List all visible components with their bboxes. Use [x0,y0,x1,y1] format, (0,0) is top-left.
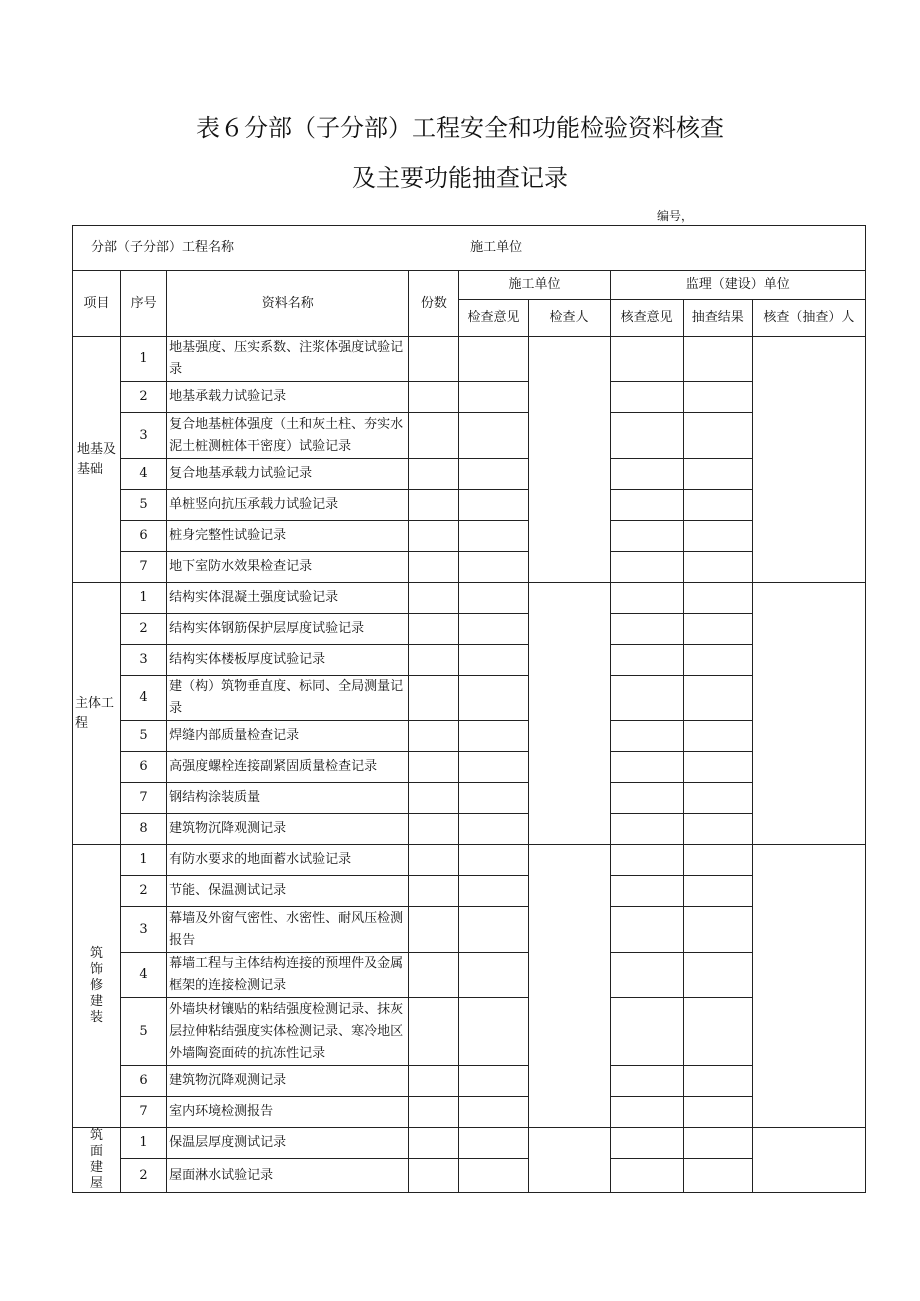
item-name: 建（构）筑物垂直度、标同、全局测量记录 [167,676,409,721]
verify-opinion-cell[interactable] [610,1159,683,1193]
item-name: 幕墙及外窗气密性、水密性、耐风压检测报告 [167,907,409,953]
spot-result-cell[interactable] [683,583,752,614]
spot-result-cell[interactable] [683,752,752,783]
item-seq: 5 [121,998,167,1066]
spot-result-cell[interactable] [683,1159,752,1193]
copies-cell[interactable] [409,382,459,413]
item-name: 屋面淋水试验记录 [167,1159,409,1193]
table-row [73,676,866,721]
spot-result-cell[interactable] [683,876,752,907]
header-seq: 序号 [121,271,167,337]
spot-result-cell[interactable] [683,783,752,814]
spot-result-cell[interactable] [683,413,752,459]
item-seq: 5 [121,490,167,521]
info-row [73,226,866,271]
item-seq: 7 [121,783,167,814]
verify-opinion-cell[interactable] [610,876,683,907]
verifier-cell[interactable] [752,845,865,1128]
copies-cell[interactable] [409,413,459,459]
table-row [73,521,866,552]
spot-result-cell[interactable] [683,1097,752,1128]
item-seq: 8 [121,814,167,845]
spot-result-cell[interactable] [683,721,752,752]
contractor-label: 施工单位 [470,240,523,255]
copies-cell[interactable] [409,953,459,998]
copies-cell[interactable] [409,721,459,752]
check-opinion-cell[interactable] [459,337,528,382]
item-name: 复合地基桩体强度（土和灰土柱、夯实水泥土桩测桩体干密度）试验记录 [167,413,409,459]
table-row [73,413,866,459]
item-name: 地下室防水效果检查记录 [167,552,409,583]
page-subtitle: 及主要功能抽查记录 [352,164,568,192]
section-name: 地基及基础 [73,337,121,583]
copies-cell[interactable] [409,783,459,814]
copies-cell[interactable] [409,459,459,490]
copies-cell[interactable] [409,1128,459,1159]
item-seq: 2 [121,382,167,413]
spot-result-cell[interactable] [683,645,752,676]
spot-result-cell[interactable] [683,614,752,645]
check-opinion-cell[interactable] [459,1159,528,1193]
project-name-label: 分部（子分部）工程名称 [91,240,235,255]
verify-opinion-cell[interactable] [610,521,683,552]
item-name: 高强度螺栓连接副紧固质量检查记录 [167,752,409,783]
table-row [73,1097,866,1128]
verifier-cell[interactable] [752,1128,865,1193]
item-name: 建筑物沉降观测记录 [167,1066,409,1097]
verify-opinion-cell[interactable] [610,490,683,521]
item-seq: 3 [121,907,167,953]
copies-cell[interactable] [409,676,459,721]
header-copies: 份数 [409,271,459,337]
item-name: 钢结构涂装质量 [167,783,409,814]
check-opinion-cell[interactable] [459,521,528,552]
item-name: 结构实体楼板厚度试验记录 [167,645,409,676]
copies-cell[interactable] [409,1066,459,1097]
item-name: 幕墙工程与主体结构连接的预埋件及金属框架的连接检测记录 [167,953,409,998]
item-name: 单桩竖向抗压承载力试验记录 [167,490,409,521]
item-name: 室内环境检测报告 [167,1097,409,1128]
verification-table [72,225,866,1193]
check-opinion-cell[interactable] [459,614,528,645]
header-doc-name: 资料名称 [167,271,409,337]
check-opinion-cell[interactable] [459,676,528,721]
table-row [73,953,866,998]
item-seq: 2 [121,1159,167,1193]
item-name: 节能、保温测试记录 [167,876,409,907]
verify-opinion-cell[interactable] [610,459,683,490]
check-opinion-cell[interactable] [459,1097,528,1128]
item-name: 建筑物沉降观测记录 [167,814,409,845]
check-opinion-cell[interactable] [459,645,528,676]
copies-cell[interactable] [409,337,459,382]
check-opinion-cell[interactable] [459,845,528,876]
table-row [73,783,866,814]
verify-opinion-cell[interactable] [610,783,683,814]
check-opinion-cell[interactable] [459,382,528,413]
item-seq: 2 [121,876,167,907]
item-name: 焊缝内部质量检查记录 [167,721,409,752]
spot-result-cell[interactable] [683,337,752,382]
table-row [73,907,866,953]
section-name: 筑饰修建装 [73,845,121,1128]
page-title: 表６分部（子分部）工程安全和功能检验资料核查 [196,114,724,142]
check-opinion-cell[interactable] [459,1128,528,1159]
item-seq: 6 [121,521,167,552]
table-row [73,382,866,413]
table-row [73,490,866,521]
copies-cell[interactable] [409,521,459,552]
item-seq: 5 [121,721,167,752]
spot-result-cell[interactable] [683,382,752,413]
check-opinion-cell[interactable] [459,876,528,907]
item-seq: 1 [121,337,167,382]
header-verifier: 核查（抽查）人 [752,300,865,337]
header-check-opinion: 检查意见 [459,300,528,337]
item-seq: 7 [121,1097,167,1128]
check-opinion-cell[interactable] [459,953,528,998]
item-name: 保温层厚度测试记录 [167,1128,409,1159]
table-row [73,752,866,783]
checker-cell[interactable] [528,583,610,845]
item-seq: 1 [121,583,167,614]
item-seq: 4 [121,676,167,721]
spot-result-cell[interactable] [683,1128,752,1159]
header-category: 项目 [73,271,121,337]
spot-result-cell[interactable] [683,676,752,721]
header-contractor: 施工单位 [459,271,610,300]
item-name: 地基强度、压实系数、注浆体强度试验记录 [167,337,409,382]
verify-opinion-cell[interactable] [610,814,683,845]
verify-opinion-cell[interactable] [610,552,683,583]
header-checker: 检查人 [528,300,610,337]
verify-opinion-cell[interactable] [610,721,683,752]
verify-opinion-cell[interactable] [610,1066,683,1097]
section-name: 筑面建屋 [73,1128,121,1193]
item-name: 结构实体混凝土强度试验记录 [167,583,409,614]
item-name: 地基承载力试验记录 [167,382,409,413]
item-name: 复合地基承载力试验记录 [167,459,409,490]
verify-opinion-cell[interactable] [610,1128,683,1159]
copies-cell[interactable] [409,998,459,1066]
table-row [73,552,866,583]
table-row [73,583,866,614]
check-opinion-cell[interactable] [459,907,528,953]
spot-result-cell[interactable] [683,521,752,552]
copies-cell[interactable] [409,645,459,676]
table-row [73,459,866,490]
item-seq: 6 [121,1066,167,1097]
spot-result-cell[interactable] [683,1066,752,1097]
check-opinion-cell[interactable] [459,783,528,814]
check-opinion-cell[interactable] [459,1066,528,1097]
header-spot-result: 抽查结果 [683,300,752,337]
spot-result-cell[interactable] [683,845,752,876]
item-seq: 3 [121,645,167,676]
item-seq: 7 [121,552,167,583]
table-row [73,845,866,876]
check-opinion-cell[interactable] [459,814,528,845]
spot-result-cell[interactable] [683,459,752,490]
table-row [73,614,866,645]
verify-opinion-cell[interactable] [610,413,683,459]
verify-opinion-cell[interactable] [610,752,683,783]
verify-opinion-cell[interactable] [610,382,683,413]
check-opinion-cell[interactable] [459,583,528,614]
check-opinion-cell[interactable] [459,752,528,783]
copies-cell[interactable] [409,1159,459,1193]
check-opinion-cell[interactable] [459,490,528,521]
verify-opinion-cell[interactable] [610,337,683,382]
copies-cell[interactable] [409,552,459,583]
copies-cell[interactable] [409,876,459,907]
verify-opinion-cell[interactable] [610,614,683,645]
check-opinion-cell[interactable] [459,413,528,459]
copies-cell[interactable] [409,752,459,783]
table-row [73,876,866,907]
item-seq: 2 [121,614,167,645]
table-row [73,645,866,676]
table-row [73,814,866,845]
verify-opinion-cell[interactable] [610,676,683,721]
table-row [73,337,866,382]
copies-cell[interactable] [409,490,459,521]
copies-cell[interactable] [409,1097,459,1128]
spot-result-cell[interactable] [683,814,752,845]
copies-cell[interactable] [409,845,459,876]
item-name: 有防水要求的地面蓄水试验记录 [167,845,409,876]
item-name: 外墙块材镶贴的粘结强度检测记录、抹灰层拉伸粘结强度实体检测记录、寒冷地区外墙陶瓷面砖的抗冻性记录 [167,998,409,1066]
verify-opinion-cell[interactable] [610,583,683,614]
verify-opinion-cell[interactable] [610,845,683,876]
section-name: 主体工程 [73,583,121,845]
verify-opinion-cell[interactable] [610,645,683,676]
item-seq: 3 [121,413,167,459]
table-row [73,1159,866,1193]
checker-cell[interactable] [528,1128,610,1193]
table-row [73,1128,866,1159]
table-row [73,1066,866,1097]
table-row [73,721,866,752]
copies-cell[interactable] [409,814,459,845]
spot-result-cell[interactable] [683,953,752,998]
item-seq: 1 [121,1128,167,1159]
copies-cell[interactable] [409,907,459,953]
verifier-cell[interactable] [752,583,865,845]
spot-result-cell[interactable] [683,998,752,1066]
spot-result-cell[interactable] [683,552,752,583]
verify-opinion-cell[interactable] [610,953,683,998]
checker-cell[interactable] [528,845,610,1128]
verify-opinion-cell[interactable] [610,907,683,953]
item-name: 结构实体钢筋保护层厚度试验记录 [167,614,409,645]
check-opinion-cell[interactable] [459,552,528,583]
verify-opinion-cell[interactable] [610,1097,683,1128]
checker-cell[interactable] [528,337,610,583]
item-seq: 4 [121,459,167,490]
copies-cell[interactable] [409,583,459,614]
header-verify-opinion: 核查意见 [610,300,683,337]
item-seq: 4 [121,953,167,998]
verifier-cell[interactable] [752,337,865,583]
verify-opinion-cell[interactable] [610,998,683,1066]
table-row [73,998,866,1066]
item-seq: 6 [121,752,167,783]
check-opinion-cell[interactable] [459,721,528,752]
item-seq: 1 [121,845,167,876]
spot-result-cell[interactable] [683,490,752,521]
item-name: 桩身完整性试验记录 [167,521,409,552]
check-opinion-cell[interactable] [459,459,528,490]
spot-result-cell[interactable] [683,907,752,953]
header-supervisor: 监理（建设）单位 [610,271,865,300]
check-opinion-cell[interactable] [459,998,528,1066]
header-row-1 [73,271,866,300]
copies-cell[interactable] [409,614,459,645]
code-label: 编号， [657,209,694,223]
